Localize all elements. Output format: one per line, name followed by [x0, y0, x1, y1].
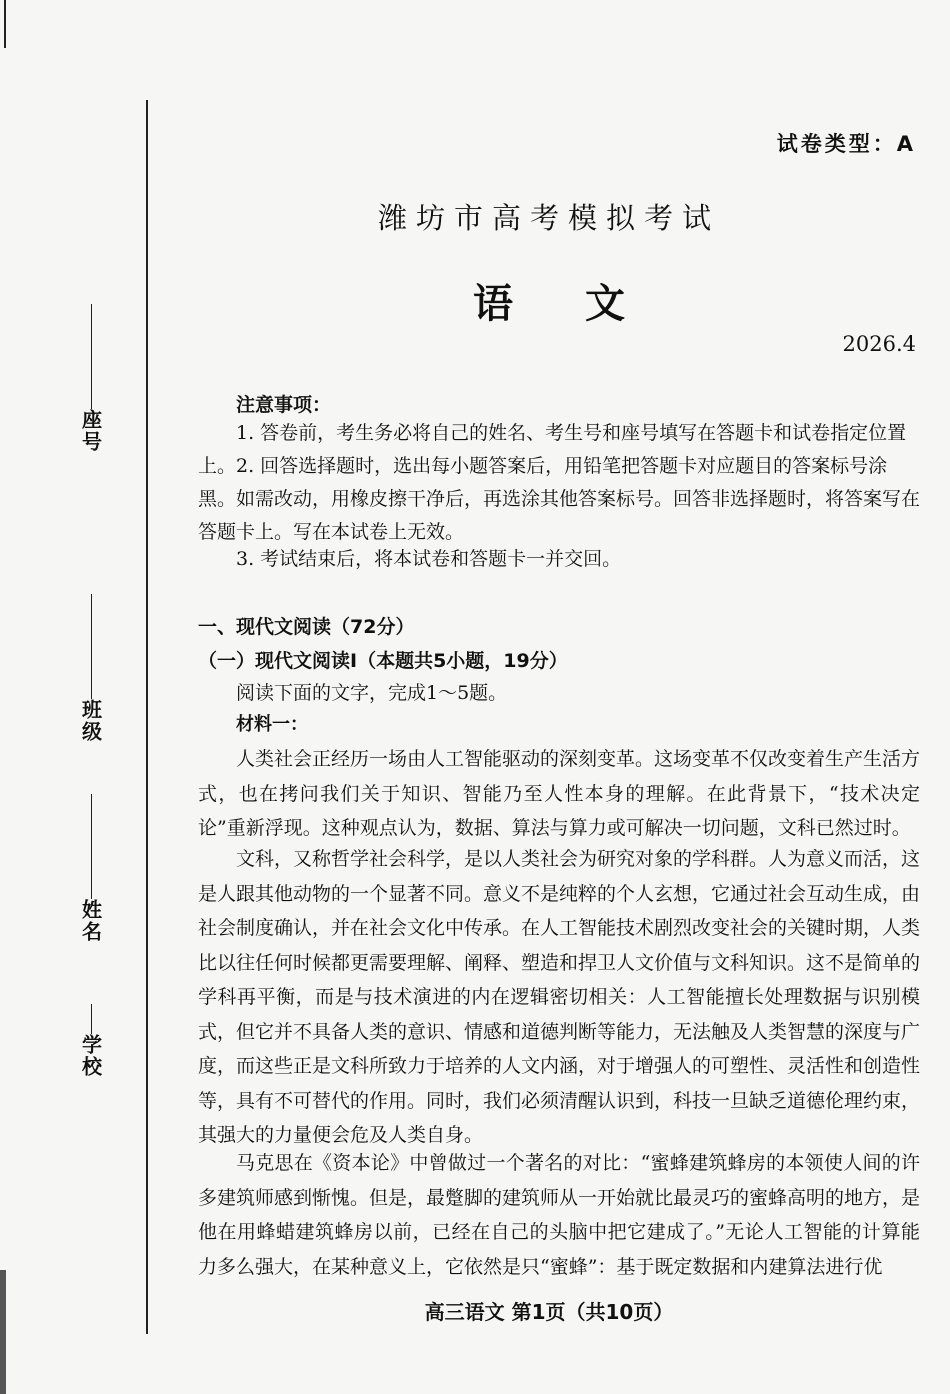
exam-title: 潍坊市高考模拟考试 [377, 201, 720, 235]
notice-item: 1. 答卷前，考生务必将自己的姓名、考生号和座号填写在答题卡和试卷指定位置上。 [198, 422, 907, 477]
name-blank [91, 794, 92, 899]
paper-type: 试卷类型：A [776, 132, 916, 156]
subject-title: 语文 [473, 281, 697, 327]
seat-number-field [56, 300, 126, 453]
passage-paragraph: 文科，又称哲学社会科学，是以人类社会为研究对象的学科群。人为意义而活，这是人跟其他动物的一个显著不同。意义不是纯粹的个人玄想，它通过社会互动生成，由社会制度确认，并在社会文化中传承。在人工智能技术剧烈改变社会的关键时期，人类比以往任何时候都更需要理解、阐释、塑造和捍卫人文价值与文科知识。这不是简单的学科再平衡，而是与技术演进的内在逻辑密切相关：人工智能擅长处理数据与识别模式，但它并不具备人类的意识、情感和道德判断等能力，无法触及人类智慧的深度与广度，而这些正是文科所致力于培养的人文内涵，对于增强人的可塑性、灵活性和创造性等，具有不可替代的作用。同时，我们必须清醒认识到，科技一旦缺乏道德伦理约束，其强大的力量便会危及人类自身。 [198, 848, 921, 1146]
class-field [56, 590, 126, 743]
notice-item: 2. 回答选择题时，选出每小题答案后，用铅笔把答题卡对应题目的答案标号涂黑。如需改动，用橡皮擦干净后，再选涂其他答案标号。回答非选择题时，将答案写在答题卡上。写在本试卷上无效。 [198, 455, 921, 543]
reading-instruction: 阅读下面的文字，完成1～5题。 [236, 682, 508, 704]
scan-edge-mark [4, 0, 6, 48]
school-field [56, 1000, 126, 1078]
notice-heading: 注意事项： [236, 394, 332, 416]
page-footer: 高三语文 第1页（共10页） [424, 1300, 674, 1324]
school-label: 学校 [78, 1034, 103, 1078]
class-blank [91, 594, 92, 699]
passage-paragraph: 人类社会正经历一场由人工智能驱动的深刻变革。这场变革不仅改变着生产生活方式，也在拷问我们关于知识、智能乃至人性本身的理解。在此背景下，“技术决定论”重新浮现。这种观点认为，数据、算法与算力或可解决一切问题，文科已然过时。 [198, 748, 921, 839]
subsection-title: （一）现代文阅读Ⅰ（本题共5小题，19分） [198, 650, 568, 672]
name-field [56, 790, 126, 943]
seat-number-blank [91, 304, 92, 409]
notice-item: 3. 考试结束后，将本试卷和答题卡一并交回。 [236, 548, 622, 570]
name-label: 姓名 [78, 899, 103, 943]
seat-number-label: 座号 [78, 409, 103, 453]
passage-paragraph: 马克思在《资本论》中曾做过一个著名的对比：“蜜蜂建筑蜂房的本领使人间的许多建筑师感到惭愧。但是，最蹩脚的建筑师从一开始就比最灵巧的蜜蜂高明的地方，是他在用蜂蜡建筑蜂房以前，已经在自己的头脑中把它建成了。”无论人工智能的计算能力多么强大，在某种意义上，它依然是只“蜜蜂”：基于既定数据和内建算法进行优 [198, 1152, 921, 1278]
exam-date: 2026.4 [842, 332, 916, 356]
material-label: 材料一： [236, 714, 308, 735]
section-title: 一、现代文阅读（72分） [198, 616, 415, 638]
class-label: 班级 [78, 699, 103, 743]
school-blank [91, 1004, 92, 1034]
scan-edge-shadow [0, 1270, 6, 1394]
